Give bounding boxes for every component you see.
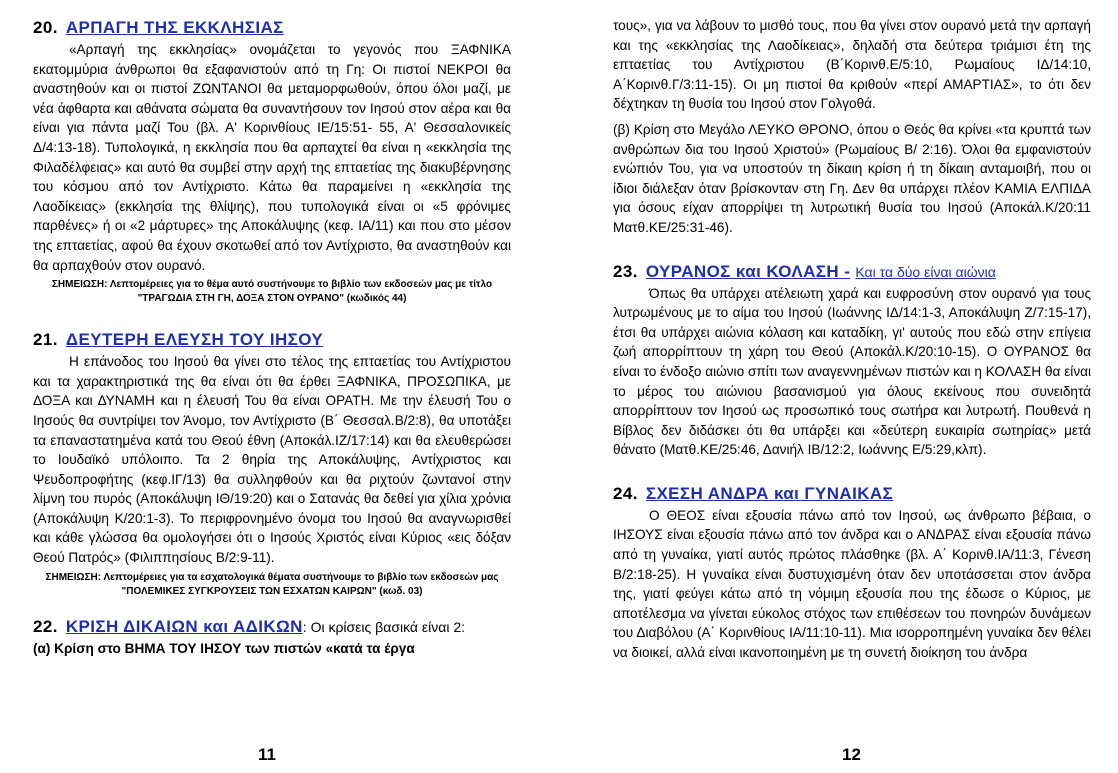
- section-title: ΔΕΥΤΕΡΗ ΕΛΕΥΣΗ ΤΟΥ ΙΗΣΟΥ: [65, 330, 324, 350]
- section-number: 22.: [33, 616, 58, 636]
- left-page: [33, 16, 511, 773]
- section-21-note: ΣΗΜΕΙΩΣΗ: Λεπτομέρειες για τα εσχατολογικά θέματα συστήνουμε το βιβλίο των εκδοσεών μας "ΠΟΛΕΜΙΚΕΣ ΣΥΓΚΡΟΥΣΕΙΣ ΤΩΝ ΕΣΧΑΤΩΝ ΚΑΙΡΩΝ" (κωδ. 03): [45, 571, 499, 597]
- section-title: ΟΥΡΑΝΟΣ και ΚΟΛΑΣΗ -: [645, 261, 851, 281]
- section-21-heading: [33, 328, 511, 352]
- section-22-subpoint-b: (β) Κρίση στο Μεγάλο ΛΕΥΚΟ ΘΡΟΝΟ, όπου ο Θεός θα κρίνει «τα κρυπτά των ανθρώπων δια του Ιησού Χριστού» (Ρωμαίους Β/ 2:16). Όλοι θα εμφανιστούν ενώπιόν Του, για να υποστούν τη δίκαιη κρίση ή τη δίκαιη ανταμοιβή, που οι ίδιοι διάλεξαν όταν βρίσκονταν στη Γη. Δεν θα υπάρχει πλέον ΚΑΜΙΑ ΕΛΠΙΔΑ για όσους είχαν απορρίψει τη λυτρωτική θυσία του Ιησού (Αποκάλ.Κ/20:11 Ματθ.ΚΕ/25:31-46).: [613, 121, 1091, 235]
- section-20-body: «Αρπαγή της εκκλησίας» ονομάζεται το γεγονός που ΞΑΦΝΙΚΑ εκατομμύρια άνθρωποι θα εξαφανιστούν από τη Γη: Οι πιστοί ΝΕΚΡΟΙ θα αναστηθούν και οι πιστοί ΖΩΝΤΑΝΟΙ θα μεταμορφωθούν, όπου όλοι μαζί, με νέα άφθαρτα και αθάνατα σώματα θα συναντήσουν τον Ιησού στον αέρα και θα είναι για πάντα μαζί Του (βλ. Α' Κορινθίους ΙΕ/15:51- 55, Α' Θεσσαλονικείς Δ/4:13-18). Τυπολογικά, η εκκλησία που θα αρπαχτεί θα είναι η «εκκλησία της Φιλαδέλφειας» και αυτό θα συμβεί στην αρχή της επταετίας της διακυβέρνησης του κόσμου από τον Αντίχριστο. Κάτω θα παραμείνει η «εκκλησία της Λαοδίκειας» (εκκλησία της θλίψης), που τυπολογικά είναι οι «5 φρόνιμες παρθένες» ή οι «2 μάρτυρες» της Αποκάλυψης (κεφ. ΙΑ/11) και που στο μέσον της επταετίας, αφού θα έχουν σκοτωθεί από τον Αντίχριστο, θα αναστηθούν και θα αρπαχθούν στον ουρανό.: [33, 42, 511, 273]
- section-22-heading: [33, 615, 511, 639]
- section-title: ΑΡΠΑΓΗ ΤΗΣ ΕΚΚΛΗΣΙΑΣ: [65, 18, 284, 37]
- section-23-heading: [613, 260, 1091, 284]
- section-24-heading: [613, 482, 1091, 506]
- section-number: 23.: [613, 261, 638, 281]
- section-23-body: Όπως θα υπάρχει ατέλειωτη χαρά και ευφροσύνη στον ουρανό για τους λυτρωμένους με το αίμα του Ιησού (Ιωάννης ΙΔ/14:1-3, Αποκάλυψη Ζ/7:15-17), έτσι θα υπάρχει αιώνια κόλαση και καταδίκη, γι' αυτούς που εδώ στην επίγεια ζωή απορρίπτουν τη χάρη του Θεού (Αποκάλ.Κ/20:10-15). Ο ΟΥΡΑΝΟΣ θα είναι το ένδοξο αιώνιο σπίτι των αναγεννημένων πιστών και η ΚΟΛΑΣΗ θα είναι το μέρος του αιώνιου βασανισμού για όλους εκείνους που συνειδητά απορρίπτουν τον Ιησού ως προσωπικό τους σωτήρα και λυτρωτή. Πουθενά η Βίβλος δεν διδάσκει ότι θα υπάρξει και «δεύτερη ευκαιρία σωτηρίας» μετά θάνατο (Ματθ.ΚΕ/25:46, Δανιήλ ΙΒ/12:2, Ιωάννης Ε/5:29,κλπ).: [613, 285, 1091, 458]
- section-22-continuation: τους», για να λάβουν το μισθό τους, που θα γίνει στον ουρανό μετά την αρπαγή και της «εκκλησίας της Λαοδίκειας», δηλαδή στα δεύτερα τριάμισι έτη της επταετίας του Αντίχριστου (Β΄Κορινθ.Ε/5:10, Ρωμαίους ΙΔ/14:10, Α΄Κορινθ.Γ/3:11-15). Οι μη πιστοί θα κριθούν «περί ΑΜΑΡΤΙΑΣ», το ότι δεν δέχτηκαν τη θυσία του Ιησού στον Γολγοθά.: [613, 18, 1091, 112]
- section-21-body: Η επάνοδος του Ιησού θα γίνει στο τέλος της επταετίας του Αντίχριστου και τα χαρακτηριστικά της θα είναι ότι θα έρθει ΞΑΦΝΙΚΑ, ΠΡΟΣΩΠΙΚΑ, με ΔΟΞΑ και ΔΥΝΑΜΗ και η έλευσή Του θα είναι ΟΡΑΤΗ. Με την έλευσή Του ο Ιησούς θα συντρίψει τον Άνομο, τον Αντίχριστο (Β΄ Θεσσαλ.Β/2:8), θα υποτάξει τα επαναστατημένα κατά του Θεού έθνη (Αποκάλ.ΙΖ/17:14) και θα ελευθερώσει το Ιουδαϊκό υπόλοιπο. Τα 2 θηρία της Αποκάλυψης, Αντίχριστος και Ψευδοπροφήτης (κεφ.ΙΓ/13) θα συλληφθούν και θα ριχτούν ζωντανοί στην λίμνη του πυρός (Αποκάλυψη ΙΘ/19:20) και ο Σατανάς θα δεθεί για χίλια χρόνια (Αποκάλυψη Κ/20:1-3). Το περιφρονημένο όνομα του Ιησού θα αναγνωρισθεί και κάθε γλώσσα θα ομολογήσει ότι ο Ιησούς Χριστός είναι Κύριος «εις δόξαν Θεού Πατρός» (Φιλιππησίους Β/2:9-11).: [33, 354, 511, 566]
- section-subtitle: Και τα δύο είναι αιώνια: [855, 263, 996, 280]
- page-number-right: 12: [842, 745, 861, 764]
- page-number-left: 11: [258, 745, 276, 764]
- section-24-body: Ο ΘΕΟΣ είναι εξουσία πάνω από τον Ιησού, ως άνθρωπο βέβαια, ο ΙΗΣΟΥΣ είναι εξουσία πάνω από τον άνδρα και ο ΑΝΔΡΑΣ είναι εξουσία πάνω από τη γυναίκα, γιατί αυτός πρώτος πλάσθηκε (βλ. Α΄ Κορινθ.ΙΑ/11:3, Γένεση Β/2:18-25). Η γυναίκα είναι δυστυχισμένη όταν δεν υποτάσσεται στον άνδρα της, γιατί φεύγει κάτω από τη νόμιμη εξουσία που της έδωσε ο Κύριος, με αποτέλεσμα να γίνεται εύκολος στόχος των επιθέσεων του πονηρών δυνάμεων του Διαβόλου (Α΄ Κορινθίους ΙΑ/11:10-11). Μια ισορροπημένη γυναίκα δεν θέλει να διοικεί, αλλά είναι ικανοποιημένη με τη συνετή διοίκηση του άνδρα: [613, 507, 1091, 661]
- right-page: [613, 16, 1091, 773]
- section-20-heading: [33, 16, 511, 40]
- section-title: ΚΡΙΣΗ ΔΙΚΑΙΩΝ και ΑΔΙΚΩΝ: [65, 616, 303, 636]
- section-number: 21.: [33, 330, 58, 350]
- section-title: ΣΧΕΣΗ ΑΝΔΡΑ και ΓΥΝΑΙΚΑΣ: [645, 483, 894, 503]
- section-number: 24.: [613, 483, 638, 503]
- section-22-subpoint-a: (α) Κρίση στο ΒΗΜΑ ΤΟΥ ΙΗΣΟΥ των πιστών «κατά τα έργα: [33, 640, 415, 656]
- section-number: 20.: [33, 18, 58, 37]
- section-tail: : Οι κρίσεις βασικά είναι 2:: [302, 618, 465, 635]
- section-20-note: ΣΗΜΕΙΩΣΗ: Λεπτομέρειες για το θέμα αυτό συστήνουμε το βιβλίο των εκδοσεών μας με τίτλο "ΤΡΑΓΩΔΙΑ ΣΤΗ ΓΗ, ΔΟΞΑ ΣΤΟΝ ΟΥΡΑΝΟ" (κωδικός 44): [51, 279, 493, 305]
